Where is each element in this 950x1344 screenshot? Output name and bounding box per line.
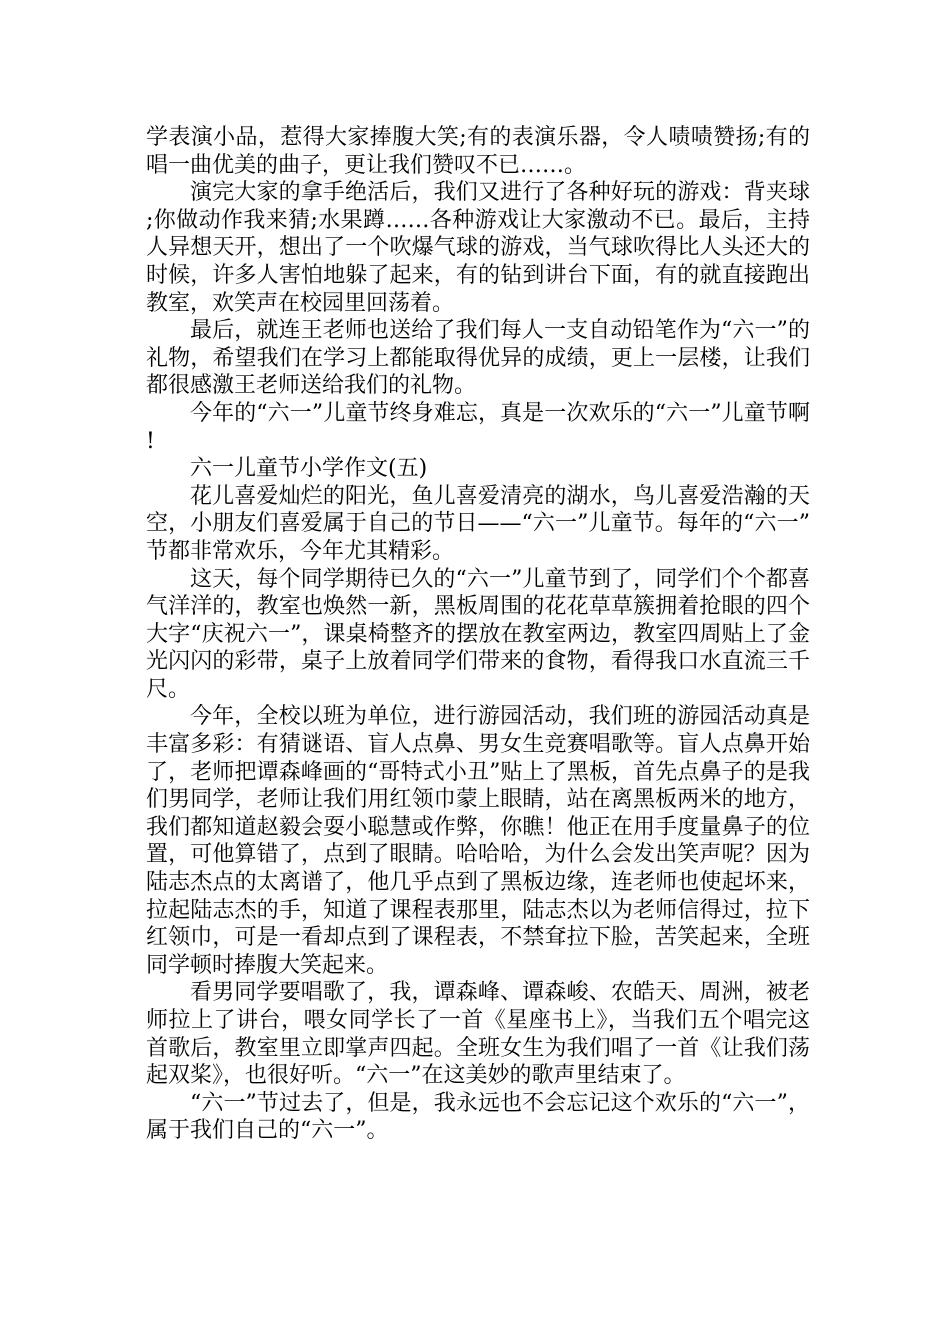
paragraph-2: 演完大家的拿手绝活后，我们又进行了各种好玩的游戏：背夹球;你做动作我来猜;水果蹲……各种游戏让大家激动不已。最后，主持人异想天开，想出了一个吹爆气球的游戏，当气球吹得比人头还大的时候，许多人害怕地躲了起来，有的钻到讲台下面，有的就直接跑出教室，欢笑声在校园里回荡着。 bbox=[146, 180, 810, 316]
document-page bbox=[146, 124, 810, 1145]
paragraph-8: 今年，全校以班为单位，进行游园活动，我们班的游园活动真是丰富多彩：有猜谜语、盲人点鼻、男女生竞赛唱歌等。盲人点鼻开始了，老师把谭森峰画的“哥特式小丑”贴上了黑板，首先点鼻子的是我们男同学，老师让我们用红领巾蒙上眼睛，站在离黑板两米的地方，我们都知道赵毅会耍小聪慧或作弊，你瞧！他正在用手度量鼻子的位置，可他算错了，点到了眼睛。哈哈哈，为什么会发出笑声呢？因为陆志杰点的太离谱了，他几乎点到了黑板边缘，连老师也使起坏来，拉起陆志杰的手，知道了课程表那里，陆志杰以为老师信得过，拉下红领巾，可是一看却点到了课程表，不禁耷拉下脸，苦笑起来，全班同学顿时捧腹大笑起来。 bbox=[146, 704, 810, 978]
paragraph-3: 最后，就连王老师也送给了我们每人一支自动铅笔作为“六一”的礼物，希望我们在学习上都能取得优异的成绩，更上一层楼，让我们都很感激王老师送给我们的礼物。 bbox=[146, 318, 810, 399]
paragraph-1: 学表演小品，惹得大家捧腹大笑;有的表演乐器，令人啧啧赞扬;有的唱一曲优美的曲子，更让我们赞叹不已……。 bbox=[146, 125, 810, 178]
paragraph-7: 这天，每个同学期待已久的“六一”儿童节到了，同学们个个都喜气洋洋的，教室也焕然一新，黑板周围的花花草草簇拥着抢眼的四个大字“庆祝六一”，课桌椅整齐的摆放在教室两边，教室四周贴上了金光闪闪的彩带，桌子上放着同学们带来的食物，看得我口水直流三千尺。 bbox=[146, 566, 810, 702]
paragraph-9: 看男同学要唱歌了，我，谭森峰、谭森峻、农皓天、周洲，被老师拉上了讲台，喂女同学长了一首《星座书上》，当我们五个唱完这首歌后，教室里立即掌声四起。全班女生为我们唱了一首《让我们荡起双桨》，也很好听。“六一”在这美妙的歌声里结束了。 bbox=[146, 980, 810, 1089]
paragraph-6: 花儿喜爱灿烂的阳光，鱼儿喜爱清亮的湖水，鸟儿喜爱浩瀚的天空，小朋友们喜爱属于自己的节日——“六一”儿童节。每年的“六一”节都非常欢乐，今年尤其精彩。 bbox=[146, 483, 810, 564]
paragraph-4: 今年的“六一”儿童节终身难忘，真是一次欢乐的“六一”儿童节啊! bbox=[146, 400, 810, 454]
paragraph-10: “六一”节过去了，但是，我永远也不会忘记这个欢乐的“六一”，属于我们自己的“六一”。 bbox=[146, 1090, 810, 1144]
section-heading: 六一儿童节小学作文(五) bbox=[190, 456, 428, 482]
